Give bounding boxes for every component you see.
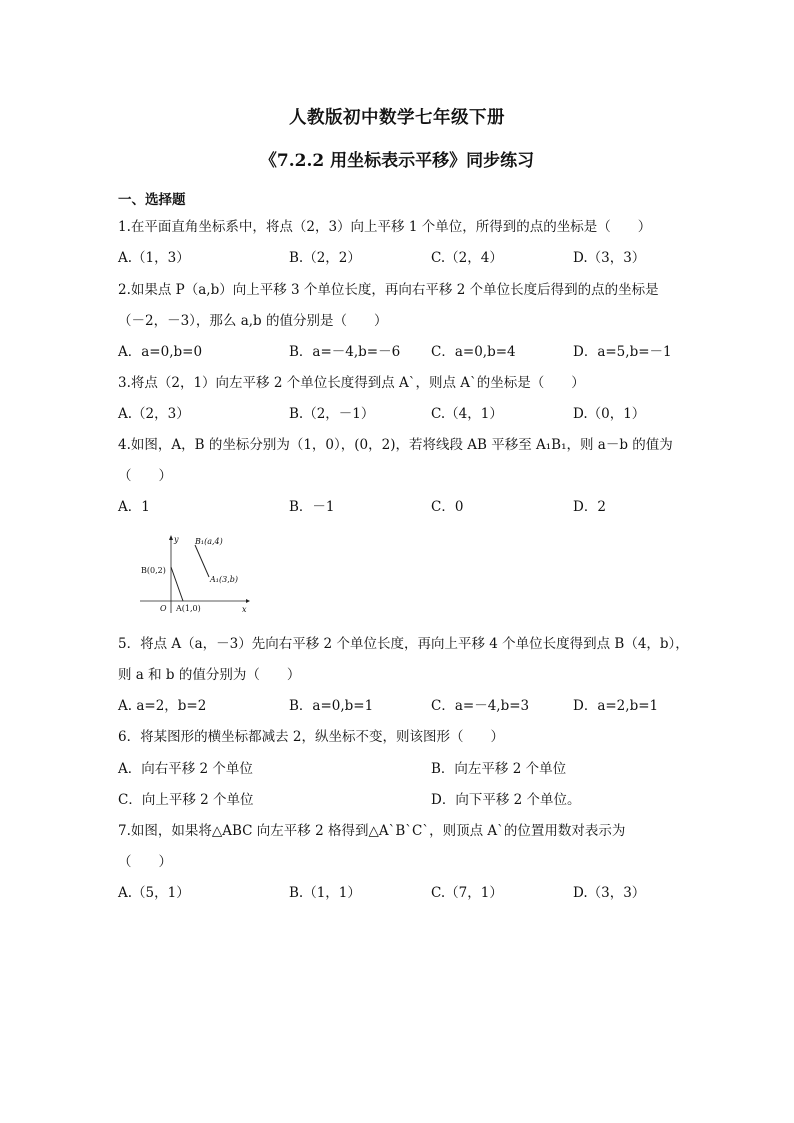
question-4-text-line-1: 4.如图，A，B 的坐标分别为（1，0），(0，2)，若将线段 AB 平移至 A₁B₁，则 a－b 的值为: [118, 437, 673, 453]
question-2-option-a: A．a=0,b=0: [118, 344, 203, 360]
question-5-option-a: A. a=2，b=2: [118, 698, 207, 714]
question-1-option-c: C.（2，4）: [431, 250, 503, 266]
question-3-option-a: A.（2，3）: [118, 406, 190, 422]
question-5-option-b: B．a=0,b=1: [289, 698, 374, 714]
point-b-label: B(0,2): [141, 566, 166, 575]
question-4-option-d: D．2: [573, 499, 606, 515]
question-2-text-line-2: （－2，－3），那么 a,b 的值分别是（ ）: [118, 313, 388, 329]
question-3-option-d: D.（0，1）: [573, 406, 646, 422]
x-axis-label: x: [242, 605, 247, 614]
question-5-option-d: D．a=2,b=1: [573, 698, 659, 714]
question-1-text: 1.在平面直角坐标系中，将点（2，3）向上平移 1 个单位，所得到的点的坐标是（ ）: [118, 219, 652, 235]
segment-a1b1: [195, 545, 209, 577]
question-2-text-line-1: 2.如果点 P（a,b）向上平移 3 个单位长度，再向右平移 2 个单位长度后得到的点的坐标是: [118, 282, 659, 298]
question-4-option-b: B．－1: [289, 499, 335, 515]
question-6-option-b: B．向左平移 2 个单位: [431, 761, 567, 777]
question-5-option-c: C．a=－4,b=3: [431, 698, 530, 714]
question-4-option-a: A．1: [118, 499, 150, 515]
question-7-option-b: B.（1，1）: [289, 885, 361, 901]
question-2-option-b: B．a=－4,b=－6: [289, 344, 401, 360]
origin-label: O: [160, 604, 167, 613]
question-1-option-d: D.（3，3）: [573, 250, 646, 266]
question-6-option-d: D．向下平移 2 个单位。: [431, 792, 581, 808]
section-heading: 一、选择题: [118, 192, 186, 208]
question-7-option-a: A.（5，1）: [118, 885, 190, 901]
point-a-label: A(1,0): [176, 604, 201, 613]
question-3-option-c: C.（4，1）: [431, 406, 503, 422]
question-3-option-b: B.（2，－1）: [289, 406, 375, 422]
question-1-option-b: B.（2，2）: [289, 250, 361, 266]
point-b1-label: B₁(a,4): [195, 537, 223, 546]
page-title: 人教版初中数学七年级下册: [289, 108, 505, 128]
question-6-option-a: A．向右平移 2 个单位: [118, 761, 253, 777]
x-axis-arrow-icon: [246, 599, 250, 603]
point-a1-label: A₁(3,b): [210, 575, 238, 584]
question-1-option-a: A.（1，3）: [118, 250, 190, 266]
y-axis-arrow-icon: [169, 535, 173, 540]
question-5-text-line-2: 则 a 和 b 的值分别为（ ）: [118, 667, 301, 683]
y-axis-label: y: [174, 535, 179, 544]
question-6-option-c: C．向上平移 2 个单位: [118, 792, 254, 808]
question-4-option-c: C．0: [431, 499, 464, 515]
question-7-option-c: C.（7，1）: [431, 885, 503, 901]
page-subtitle: 《7.2.2 用坐标表示平移》同步练习: [259, 151, 535, 171]
coordinate-figure: [138, 533, 250, 615]
question-7-option-d: D.（3，3）: [573, 885, 646, 901]
question-5-text-line-1: 5．将点 A（a，－3）先向右平移 2 个单位长度，再向上平移 4 个单位长度得到点 B（4，b），: [118, 636, 689, 652]
question-7-text-line-1: 7.如图，如果将△ABC 向左平移 2 格得到△A`B`C`，则顶点 A`的位置用数对表示为: [118, 823, 626, 839]
question-2-option-d: D．a=5,b=－1: [573, 344, 672, 360]
question-7-text-line-2: （ ）: [118, 854, 172, 870]
question-6-text: 6．将某图形的横坐标都减去 2，纵坐标不变，则该图形（ ）: [118, 729, 504, 745]
segment-ab: [171, 567, 183, 601]
question-4-text-line-2: （ ）: [118, 468, 172, 484]
question-2-option-c: C．a=0,b=4: [431, 344, 516, 360]
question-3-text: 3.将点（2，1）向左平移 2 个单位长度得到点 A`，则点 A`的坐标是（ ）: [118, 375, 585, 391]
